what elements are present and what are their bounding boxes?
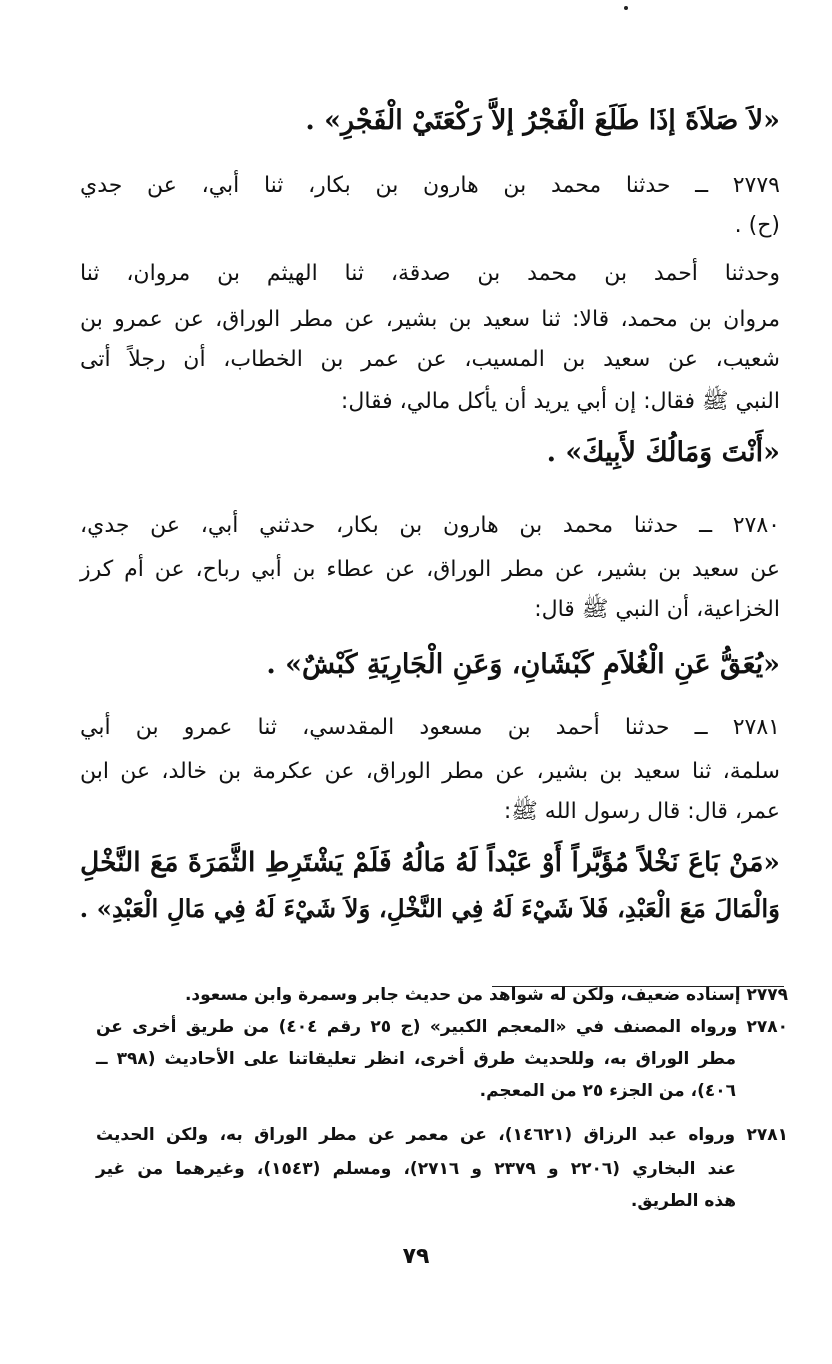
hadith-text-4-line-1: «مَنْ بَاعَ نَخْلاً مُؤَبَّراً أَوْ عَبْداً لَهُ مَالُهُ فَلَمْ يَشْتَرِطِ الثَّمَرَةَ مَعَ النَّخْلِ <box>80 847 780 878</box>
chain-line-2: مروان بن محمد، قالا: ثنا سعيد بن بشير، عن مطر الوراق، عن عمرو بن <box>80 307 780 332</box>
hadith-2780-header-line: ٢٧٨٠ ــ حدثنا محمد بن هارون بن بكار، حدثني أبي، عن جدي، <box>80 513 780 538</box>
hadith-2780-line-2: عن سعيد بن بشير، عن مطر الوراق، عن عطاء بن أبي رباح، عن أم كرز <box>80 557 780 582</box>
hadith-text-1: «لاَ صَلاَةَ إذَا طَلَعَ الْفَجْرُ إلاَّ رَكْعَتَيْ الْفَجْرِ» . <box>305 105 780 136</box>
hadith-text-3: «يُعَقُّ عَنِ الْغُلاَمِ كَبْشَانِ، وَعَنِ الْجَارِيَةِ كَبْشٌ» . <box>266 649 780 680</box>
footnote-2780-line-3: ٤٠٦)، من الجزء ٢٥ من المعجم. <box>479 1081 736 1101</box>
footnote-2780-line-1: ٢٧٨٠ ورواه المصنف في «المعجم الكبير» (ج ٢٥ رقم ٤٠٤) من طريق أخرى عن <box>96 1017 788 1037</box>
hadith-2779-line-2: (ح) . <box>734 213 780 238</box>
hadith-2780-line-3: الخزاعية، أن النبي ﷺ قال: <box>534 597 780 622</box>
hadith-2779-header-line: ٢٧٧٩ ــ حدثنا محمد بن هارون بن بكار، ثنا أبي، عن جدي <box>80 173 780 198</box>
hadith-2781-header-line: ٢٧٨١ ــ حدثنا أحمد بن مسعود المقدسي، ثنا عمرو بن أبي <box>80 715 780 740</box>
page-number: ٧٩ <box>402 1244 430 1269</box>
chain-line-3: شعيب، عن سعيد بن المسيب، عن عمر بن الخطاب، أن رجلاً أتى <box>80 347 780 372</box>
hadith-2781-line-2: سلمة، ثنا سعيد بن بشير، عن مطر الوراق، عن عكرمة بن خالد، عن ابن <box>80 759 780 784</box>
chain-line-4: النبي ﷺ فقال: إن أبي يريد أن يأكل مالي، فقال: <box>340 389 780 414</box>
hadith-text-4-line-2: وَالْمَالَ مَعَ الْعَبْدِ، فَلاَ شَيْءَ لَهُ فِي النَّخْلِ، وَلاَ شَيْءَ لَهُ فِي مَالِ الْعَبْدِ» . <box>79 894 780 923</box>
page-speck <box>624 6 628 10</box>
hadith-2781-line-3: عمر، قال: قال رسول الله ﷺ: <box>503 799 780 824</box>
footnote-2780-line-2: مطر الوراق به، وللحديث طرق أخرى، انظر تعليقاتنا على الأحاديث (٣٩٨ ــ <box>96 1049 736 1069</box>
footnote-2779: ٢٧٧٩ إسناده ضعيف، ولكن له شواهد من حديث جابر وسمرة وابن مسعود. <box>184 985 788 1005</box>
footnote-2781-line-1: ٢٧٨١ ورواه عبد الرزاق (١٤٦٢١)، عن معمر عن مطر الوراق به، ولكن الحديث <box>96 1125 789 1145</box>
footnote-2781-line-2: عند البخاري (٢٢٠٦ و ٢٣٧٩ و ٢٧١٦)، ومسلم (١٥٤٣)، وغيرهما من غير <box>96 1159 737 1179</box>
chain-line-1: وحدثنا أحمد بن محمد بن صدقة، ثنا الهيثم بن مروان، ثنا <box>80 261 780 286</box>
hadith-text-2: «أَنْتَ وَمَالُكَ لأَبِيكَ» . <box>546 437 780 468</box>
footnote-2781-line-3: هذه الطريق. <box>630 1191 736 1211</box>
